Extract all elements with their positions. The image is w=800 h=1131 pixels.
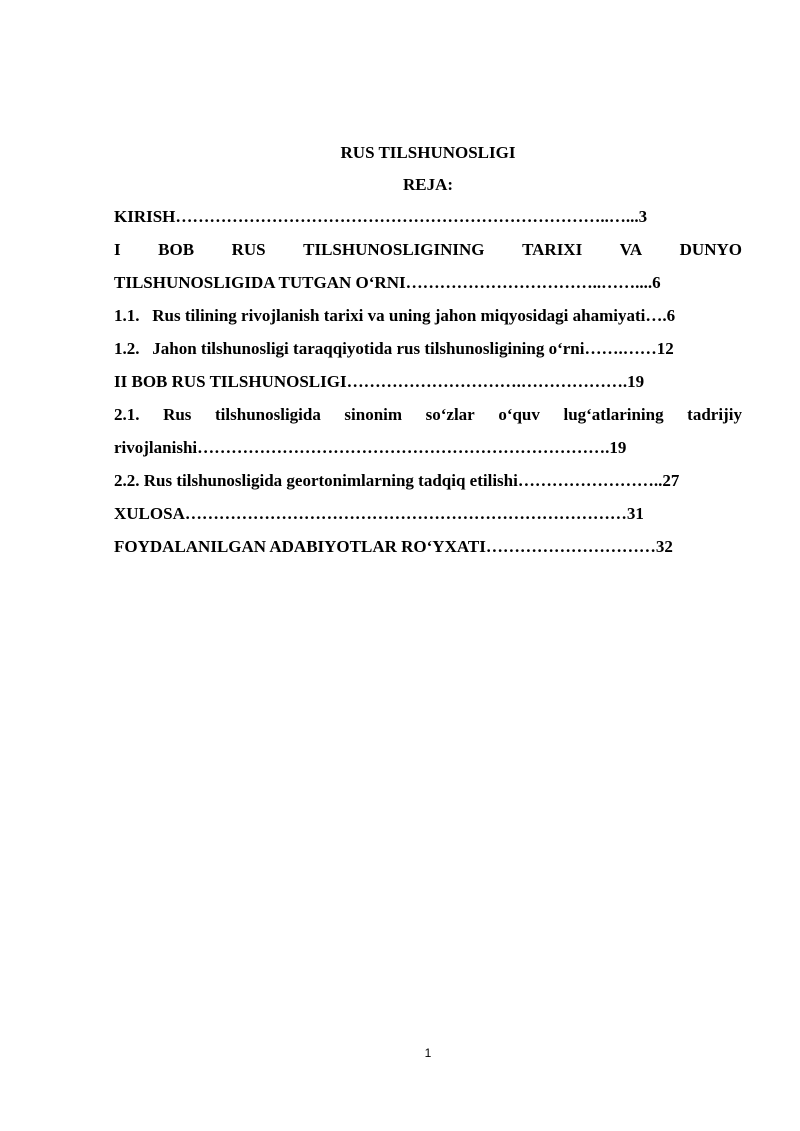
toc-entry-2-2: 2.2. Rus tilshunosligida geortonimlarning tadqiq etilishi……………………..27 — [114, 471, 680, 490]
toc-word: so‘zlar — [425, 405, 475, 424]
toc-word: lug‘atlarining — [563, 405, 664, 424]
toc-word: tadrijiy — [687, 405, 742, 424]
toc-word: Rus — [163, 405, 192, 424]
toc-entry-references: FOYDALANILGAN ADABIYOTLAR RO‘YXATI…………………………32 — [114, 537, 673, 556]
document-title: RUS TILSHUNOSLIGI — [340, 143, 516, 162]
toc-entry-chapter-2: II BOB RUS TILSHUNOSLIGI………………………….……………….19 — [114, 372, 645, 391]
toc-entry-xulosa: XULOSA……………………………………………………………………31 — [114, 504, 644, 523]
toc-entry-1-2: 1.2. Jahon tilshunosligi taraqqiyotida rus tilshunosligining o‘rni…….……12 — [114, 339, 674, 358]
toc-word: tilshunosligida — [215, 405, 321, 424]
table-of-contents — [114, 200, 742, 563]
toc-word: 2.1. — [114, 405, 140, 424]
toc-word: VA — [619, 240, 643, 259]
toc-entry-2-1-line1 — [114, 398, 742, 431]
toc-word: RUS — [231, 240, 266, 259]
toc-word: BOB — [158, 240, 195, 259]
toc-entry-kirish: KIRISH…………………………………………………………………..…...3 — [114, 207, 648, 226]
toc-word: sinonim — [344, 405, 403, 424]
toc-entry-chapter-1-line1 — [114, 233, 742, 266]
toc-word: DUNYO — [679, 240, 742, 259]
toc-word: o‘quv — [498, 405, 540, 424]
toc-word: I — [114, 240, 121, 259]
plan-heading: REJA: — [402, 175, 454, 194]
toc-entry-chapter-1-line2: TILSHUNOSLIGIDA TUTGAN O‘RNI……………………………..……....6 — [114, 273, 661, 292]
toc-entry-2-1-line2: rivojlanishi……………………………………………………………….19 — [114, 438, 627, 457]
toc-entry-1-1: 1.1. Rus tilining rivojlanish tarixi va uning jahon miqyosidagi ahamiyati….6 — [114, 306, 676, 325]
toc-word: TARIXI — [522, 240, 583, 259]
toc-word: TILSHUNOSLIGINING — [303, 240, 485, 259]
page-number: 1 — [424, 1046, 432, 1060]
